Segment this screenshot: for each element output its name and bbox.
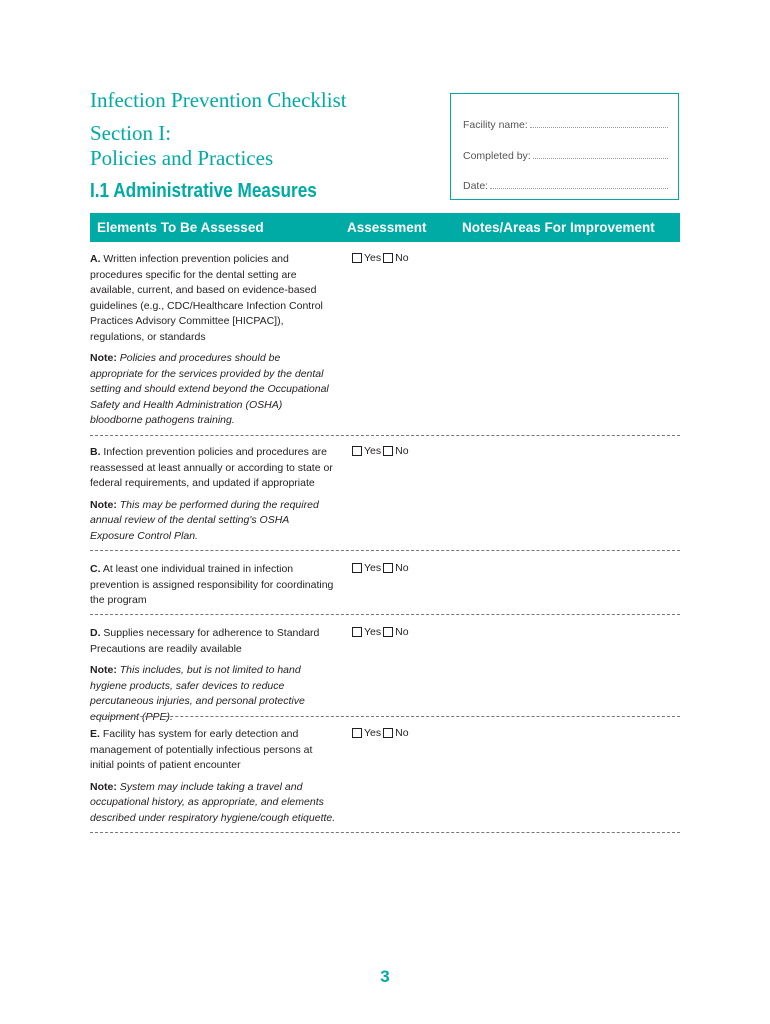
facility-name-field[interactable] bbox=[463, 118, 668, 131]
completed-by-label: Completed by: bbox=[463, 150, 531, 162]
column-header-elements: Elements To Be Assessed bbox=[97, 220, 264, 235]
completed-by-blank[interactable] bbox=[533, 149, 668, 159]
assessment-options bbox=[352, 727, 411, 739]
date-label: Date: bbox=[463, 180, 489, 192]
facility-name-label: Facility name: bbox=[463, 119, 528, 131]
assessment-options bbox=[352, 252, 411, 264]
row-divider bbox=[90, 614, 680, 615]
no-label: No bbox=[395, 252, 409, 264]
element-text bbox=[90, 626, 336, 725]
item-letter: A. bbox=[90, 253, 101, 265]
note-label: Note: bbox=[90, 780, 117, 793]
yes-checkbox[interactable] bbox=[352, 446, 362, 456]
yes-checkbox[interactable] bbox=[352, 627, 362, 637]
no-checkbox[interactable] bbox=[383, 627, 393, 637]
table-header bbox=[90, 213, 680, 242]
section-number: Section I: bbox=[90, 121, 172, 145]
yes-label: Yes bbox=[364, 445, 382, 457]
row-divider bbox=[90, 832, 680, 833]
no-checkbox[interactable] bbox=[383, 253, 393, 263]
yes-label: Yes bbox=[364, 727, 382, 739]
note-text: This includes, but is not limited to hand hygiene products, safer devices to reduce percutaneous injuries, and personal protective equipment (PPE). bbox=[90, 664, 305, 723]
note-label: Note: bbox=[90, 498, 117, 511]
item-description: Infection prevention policies and procedures are reassessed at least annually or according to state or federal requirements, and updated if appropriate bbox=[90, 446, 333, 489]
section-heading bbox=[90, 121, 273, 171]
item-note bbox=[90, 780, 336, 827]
facility-name-blank[interactable] bbox=[530, 118, 668, 128]
element-text bbox=[90, 445, 336, 544]
assessment-options bbox=[352, 445, 411, 457]
yes-checkbox[interactable] bbox=[352, 253, 362, 263]
completed-by-field[interactable] bbox=[463, 149, 668, 162]
row-divider bbox=[90, 435, 680, 436]
item-note bbox=[90, 498, 336, 545]
yes-label: Yes bbox=[364, 252, 382, 264]
note-label: Note: bbox=[90, 352, 117, 364]
note-text: Policies and procedures should be appropriate for the services provided by the dental setting and should extend beyond the Occupational Safety and Health Administration (OSHA) bloodborne pathogens training. bbox=[90, 352, 329, 426]
date-blank[interactable] bbox=[490, 179, 668, 189]
item-note bbox=[90, 351, 336, 429]
note-text: This may be performed during the required annual review of the dental setting's OSHA Exposure Control Plan. bbox=[90, 498, 319, 542]
date-field[interactable] bbox=[463, 179, 668, 192]
element-text bbox=[90, 252, 336, 429]
yes-label: Yes bbox=[364, 562, 382, 574]
item-description: Facility has system for early detection and management of potentially infectious persons at initial points of patient encounter bbox=[90, 728, 313, 771]
row-divider bbox=[90, 550, 680, 551]
assessment-options bbox=[352, 562, 411, 574]
no-label: No bbox=[395, 445, 409, 457]
element-text bbox=[90, 562, 336, 609]
note-label: Note: bbox=[90, 664, 117, 676]
item-description: Written infection prevention policies and procedures specific for the dental setting are available, current, and based on evidence-based guidelines (e.g., CDC/Healthcare Infection Control Practices Advisory Committee [HICPAC]), regulations, or standards bbox=[90, 253, 323, 343]
assessment-options bbox=[352, 626, 411, 638]
row-divider bbox=[90, 716, 680, 717]
item-letter: D. bbox=[90, 627, 101, 639]
section-name: Policies and Practices bbox=[90, 146, 274, 170]
facility-info-box bbox=[450, 93, 679, 200]
yes-checkbox[interactable] bbox=[352, 563, 362, 573]
yes-checkbox[interactable] bbox=[352, 728, 362, 738]
no-checkbox[interactable] bbox=[383, 446, 393, 456]
page-title: Infection Prevention Checklist bbox=[90, 88, 347, 112]
item-letter: E. bbox=[90, 728, 100, 740]
no-checkbox[interactable] bbox=[383, 563, 393, 573]
yes-label: Yes bbox=[364, 626, 382, 638]
item-letter: B. bbox=[90, 446, 101, 458]
subsection-heading: I.1 Administrative Measures bbox=[90, 180, 317, 202]
no-checkbox[interactable] bbox=[383, 728, 393, 738]
item-description: At least one individual trained in infection prevention is assigned responsibility for coordinating the program bbox=[90, 563, 334, 606]
column-header-assessment: Assessment bbox=[347, 220, 427, 235]
element-text bbox=[90, 727, 336, 826]
no-label: No bbox=[395, 727, 409, 739]
item-letter: C. bbox=[90, 563, 101, 575]
no-label: No bbox=[395, 562, 409, 574]
page-number: 3 bbox=[380, 967, 390, 986]
column-header-notes: Notes/Areas For Improvement bbox=[462, 220, 655, 235]
note-text: System may include taking a travel and occupational history, as appropriate, and elements described under respiratory hygiene/cough etiquette. bbox=[90, 780, 336, 824]
no-label: No bbox=[395, 626, 409, 638]
item-description: Supplies necessary for adherence to Standard Precautions are readily available bbox=[90, 627, 320, 655]
